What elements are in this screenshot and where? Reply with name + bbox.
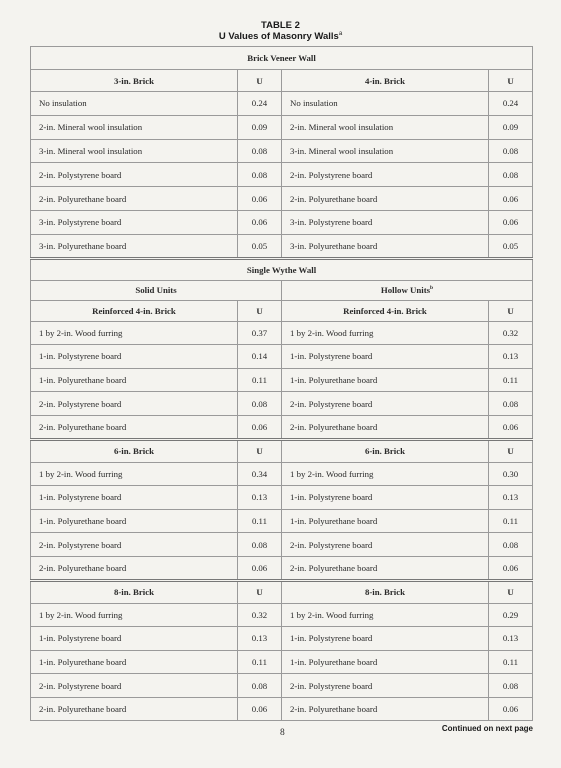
insulation-left: 1 by 2-in. Wood furring <box>31 462 238 486</box>
table-row <box>31 650 533 674</box>
hollow-units-footnote-marker: b <box>430 285 434 292</box>
table-row <box>31 345 533 369</box>
column-header-row <box>31 300 533 321</box>
u-value-right: 0.13 <box>489 345 533 369</box>
u-value-left: 0.08 <box>238 674 282 698</box>
insulation-left: 2-in. Polyurethane board <box>31 187 238 211</box>
table-title-text: U Values of Masonry Walls <box>218 31 339 43</box>
col-header-u-left: U <box>238 70 282 92</box>
insulation-right: 1 by 2-in. Wood furring <box>282 462 489 486</box>
col-header-u-right: U <box>489 580 533 603</box>
continued-note: Continued on next page <box>441 724 533 733</box>
insulation-left: 1-in. Polyurethane board <box>31 650 238 674</box>
u-value-left: 0.08 <box>238 392 282 416</box>
u-value-right: 0.24 <box>489 92 533 116</box>
u-value-left: 0.11 <box>238 509 282 533</box>
table-row <box>31 368 533 392</box>
u-value-right: 0.13 <box>489 627 533 651</box>
col-header-u-right: U <box>489 70 533 92</box>
table-title <box>0 31 561 42</box>
u-value-left: 0.13 <box>238 486 282 510</box>
col-header-right: 4-in. Brick <box>282 70 489 92</box>
insulation-left: 3-in. Polystyrene board <box>31 210 238 234</box>
insulation-left: 2-in. Mineral wool insulation <box>31 115 238 139</box>
section-heading: Brick Veneer Wall <box>31 47 533 70</box>
u-value-left: 0.08 <box>238 533 282 557</box>
u-value-right: 0.11 <box>489 650 533 674</box>
col-header-u-left: U <box>238 300 282 321</box>
insulation-right: No insulation <box>282 92 489 116</box>
insulation-left: 2-in. Polystyrene board <box>31 533 238 557</box>
u-value-left: 0.06 <box>238 415 282 439</box>
table-row <box>31 533 533 557</box>
insulation-right: 2-in. Polyurethane board <box>282 697 489 721</box>
insulation-left: 1-in. Polyurethane board <box>31 509 238 533</box>
section-heading-row <box>31 47 533 70</box>
unit-type-row <box>31 280 533 300</box>
insulation-left: 1 by 2-in. Wood furring <box>31 603 238 627</box>
table-row <box>31 210 533 234</box>
insulation-left: 1-in. Polyurethane board <box>31 368 238 392</box>
insulation-left: 1-in. Polystyrene board <box>31 627 238 651</box>
hollow-units-label <box>282 280 533 300</box>
table-row <box>31 627 533 651</box>
table-row <box>31 556 533 580</box>
col-header-u-right: U <box>489 300 533 321</box>
col-header-right: 6-in. Brick <box>282 439 489 462</box>
page-number: 8 <box>280 728 285 738</box>
insulation-right: 1-in. Polyurethane board <box>282 368 489 392</box>
col-header-left: 3-in. Brick <box>31 70 238 92</box>
u-value-left: 0.34 <box>238 462 282 486</box>
col-header-u-left: U <box>238 580 282 603</box>
table-row <box>31 415 533 439</box>
u-value-left: 0.06 <box>238 556 282 580</box>
insulation-left: 2-in. Polystyrene board <box>31 163 238 187</box>
insulation-right: 2-in. Polystyrene board <box>282 163 489 187</box>
table-title-footnote-marker: a <box>338 31 343 37</box>
insulation-left: 2-in. Polystyrene board <box>31 674 238 698</box>
insulation-right: 1-in. Polystyrene board <box>282 627 489 651</box>
col-header-left: 8-in. Brick <box>31 580 238 603</box>
insulation-left: 1 by 2-in. Wood furring <box>31 321 238 345</box>
u-values-table <box>30 46 533 721</box>
table-row <box>31 486 533 510</box>
insulation-right: 3-in. Polystyrene board <box>282 210 489 234</box>
u-value-left: 0.11 <box>238 650 282 674</box>
hollow-units-text: Hollow Units <box>380 285 431 296</box>
table-row <box>31 392 533 416</box>
insulation-right: 1-in. Polystyrene board <box>282 486 489 510</box>
col-header-u-left: U <box>238 439 282 462</box>
u-value-right: 0.08 <box>489 139 533 163</box>
u-value-right: 0.30 <box>489 462 533 486</box>
table-row <box>31 509 533 533</box>
insulation-right: 2-in. Polystyrene board <box>282 674 489 698</box>
insulation-right: 1-in. Polyurethane board <box>282 509 489 533</box>
table-row <box>31 321 533 345</box>
u-value-left: 0.08 <box>238 163 282 187</box>
table-row <box>31 674 533 698</box>
insulation-right: 2-in. Polystyrene board <box>282 533 489 557</box>
column-header-row <box>31 580 533 603</box>
insulation-right: 3-in. Mineral wool insulation <box>282 139 489 163</box>
u-value-right: 0.32 <box>489 321 533 345</box>
table-row <box>31 603 533 627</box>
u-value-left: 0.06 <box>238 210 282 234</box>
u-value-right: 0.06 <box>489 415 533 439</box>
insulation-left: 3-in. Mineral wool insulation <box>31 139 238 163</box>
u-value-right: 0.06 <box>489 697 533 721</box>
insulation-left: 2-in. Polystyrene board <box>31 392 238 416</box>
u-value-right: 0.08 <box>489 533 533 557</box>
u-value-right: 0.09 <box>489 115 533 139</box>
u-value-right: 0.05 <box>489 234 533 258</box>
table-row <box>31 187 533 211</box>
insulation-right: 2-in. Polyurethane board <box>282 187 489 211</box>
u-value-right: 0.08 <box>489 163 533 187</box>
col-header-left: Reinforced 4-in. Brick <box>31 300 238 321</box>
insulation-right: 1-in. Polystyrene board <box>282 345 489 369</box>
table-row <box>31 234 533 258</box>
insulation-left: 2-in. Polyurethane board <box>31 556 238 580</box>
u-value-left: 0.37 <box>238 321 282 345</box>
col-header-right: Reinforced 4-in. Brick <box>282 300 489 321</box>
u-value-left: 0.14 <box>238 345 282 369</box>
u-value-left: 0.24 <box>238 92 282 116</box>
insulation-left: 2-in. Polyurethane board <box>31 415 238 439</box>
solid-units-label: Solid Units <box>31 280 282 300</box>
u-value-left: 0.08 <box>238 139 282 163</box>
section-heading: Single Wythe Wall <box>31 258 533 280</box>
u-value-right: 0.08 <box>489 392 533 416</box>
insulation-right: 2-in. Polyurethane board <box>282 556 489 580</box>
u-value-right: 0.11 <box>489 368 533 392</box>
insulation-left: 1-in. Polystyrene board <box>31 486 238 510</box>
u-value-left: 0.06 <box>238 697 282 721</box>
table-row <box>31 163 533 187</box>
column-header-row <box>31 70 533 92</box>
table-row <box>31 697 533 721</box>
insulation-left: 3-in. Polyurethane board <box>31 234 238 258</box>
u-value-right: 0.06 <box>489 210 533 234</box>
insulation-right: 1-in. Polyurethane board <box>282 650 489 674</box>
insulation-right: 3-in. Polyurethane board <box>282 234 489 258</box>
table-row <box>31 115 533 139</box>
u-value-right: 0.11 <box>489 509 533 533</box>
u-value-left: 0.05 <box>238 234 282 258</box>
insulation-left: No insulation <box>31 92 238 116</box>
insulation-right: 2-in. Polyurethane board <box>282 415 489 439</box>
insulation-right: 2-in. Mineral wool insulation <box>282 115 489 139</box>
u-value-right: 0.29 <box>489 603 533 627</box>
col-header-right: 8-in. Brick <box>282 580 489 603</box>
u-value-right: 0.06 <box>489 556 533 580</box>
u-value-right: 0.06 <box>489 187 533 211</box>
u-value-right: 0.13 <box>489 486 533 510</box>
table-row <box>31 139 533 163</box>
section-heading-row <box>31 258 533 280</box>
table-row <box>31 92 533 116</box>
table-number: TABLE 2 <box>261 20 300 31</box>
col-header-u-right: U <box>489 439 533 462</box>
u-value-left: 0.11 <box>238 368 282 392</box>
insulation-right: 2-in. Polystyrene board <box>282 392 489 416</box>
table-row <box>31 462 533 486</box>
u-value-right: 0.08 <box>489 674 533 698</box>
insulation-right: 1 by 2-in. Wood furring <box>282 321 489 345</box>
col-header-left: 6-in. Brick <box>31 439 238 462</box>
u-value-left: 0.13 <box>238 627 282 651</box>
insulation-right: 1 by 2-in. Wood furring <box>282 603 489 627</box>
u-value-left: 0.09 <box>238 115 282 139</box>
insulation-left: 2-in. Polyurethane board <box>31 697 238 721</box>
insulation-left: 1-in. Polystyrene board <box>31 345 238 369</box>
u-value-left: 0.06 <box>238 187 282 211</box>
column-header-row <box>31 439 533 462</box>
u-value-left: 0.32 <box>238 603 282 627</box>
